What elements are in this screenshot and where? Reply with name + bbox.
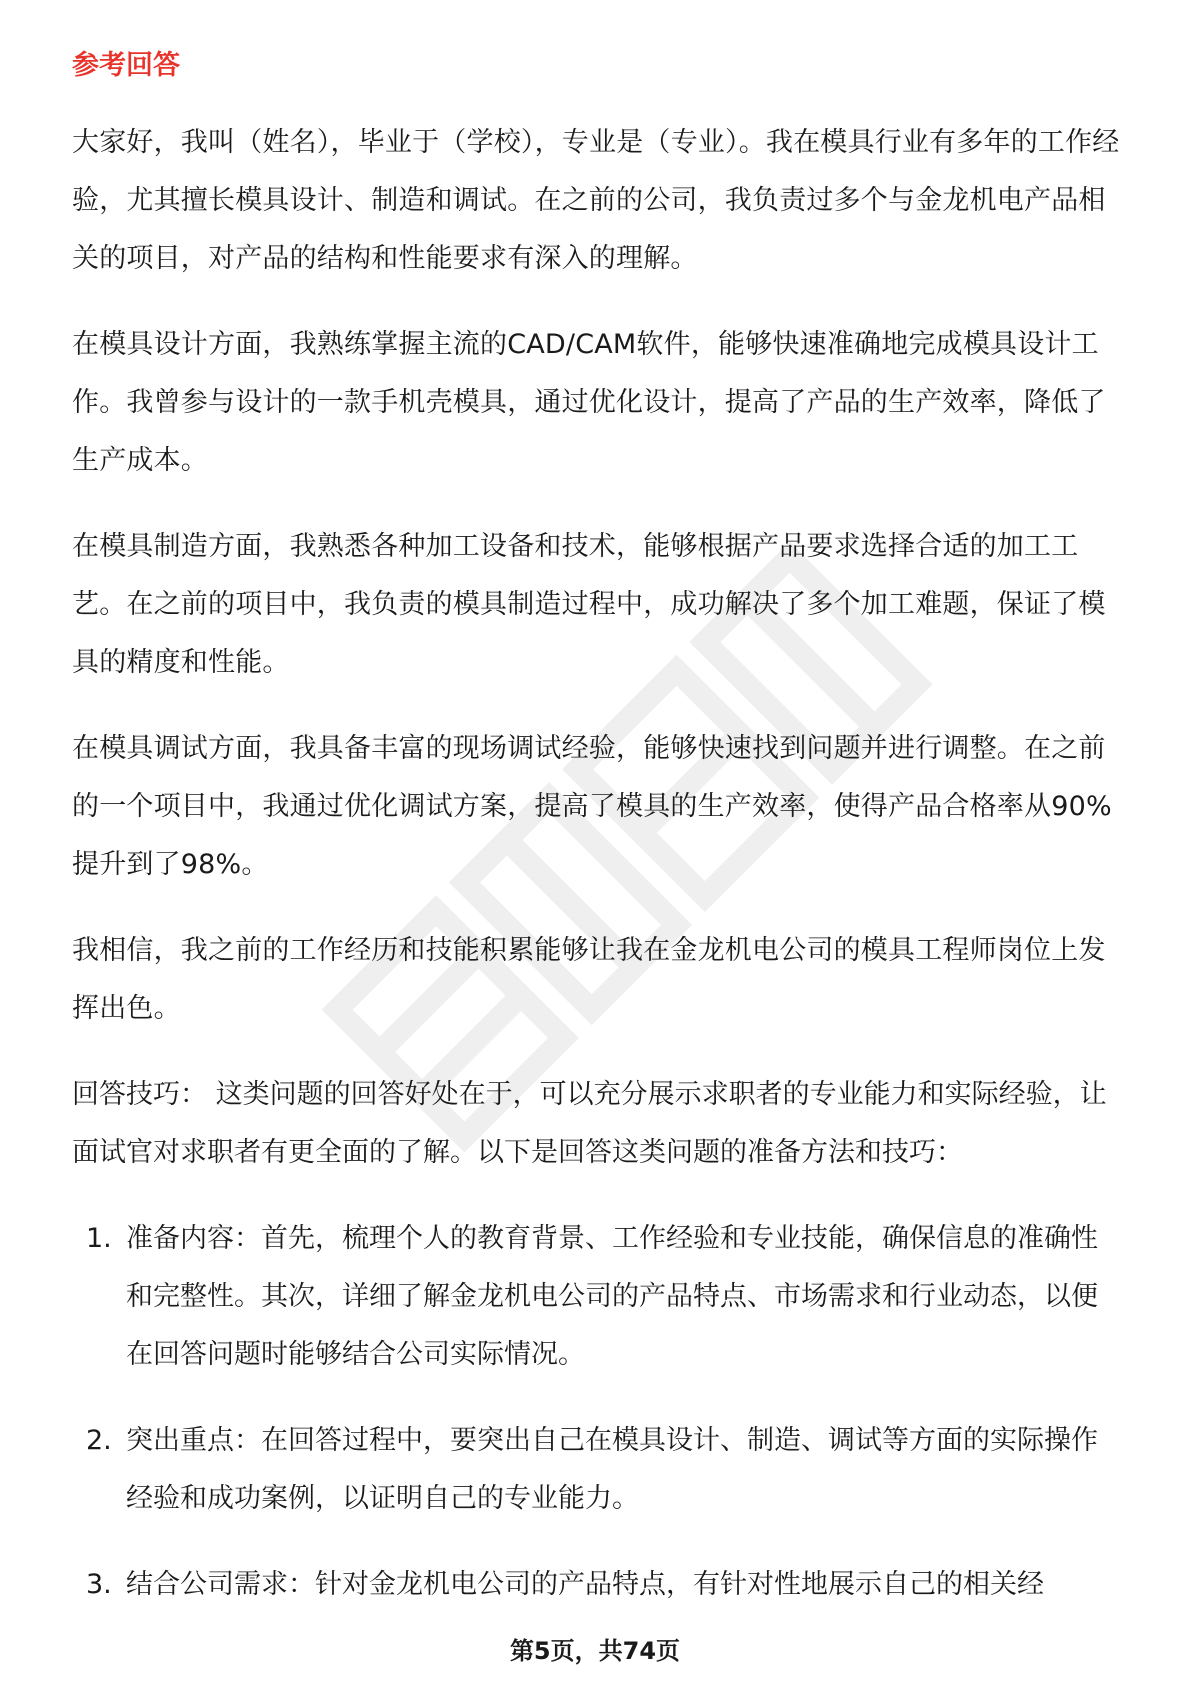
tips-intro: 回答技巧： 这类问题的回答好处在于，可以充分展示求职者的专业能力和实际经验，让面试官对求职者有更全面的了解。以下是回答这类问题的准备方法和技巧： [72,1079,1107,1168]
list-item [72,1556,1122,1614]
list-item-number: 2. [86,1425,112,1456]
list-item [72,1210,1122,1384]
answer-paragraph: 在模具制造方面，我熟悉各种加工设备和技术，能够根据产品要求选择合适的加工工艺。在之前的项目中，我负责的模具制造过程中，成功解决了多个加工难题，保证了模具的精度和性能。 [72,531,1106,678]
answer-paragraph: 在模具设计方面，我熟练掌握主流的CAD/CAM软件，能够快速准确地完成模具设计工作。我曾参与设计的一款手机壳模具，通过优化设计，提高了产品的生产效率，降低了生产成本。 [72,329,1106,476]
section-heading: 参考回答 [72,50,180,81]
list-item-number: 3. [86,1569,112,1600]
list-item-text: 突出重点：在回答过程中，要突出自己在模具设计、制造、调试等方面的实际操作经验和成功案例，以证明自己的专业能力。 [126,1425,1098,1514]
list-item [72,1412,1122,1528]
list-item-text: 结合公司需求：针对金龙机电公司的产品特点，有针对性地展示自己的相关经 [126,1569,1044,1600]
answer-paragraph: 在模具调试方面，我具备丰富的现场调试经验，能够快速找到问题并进行调整。在之前的一个项目中，我通过优化调试方案，提高了模具的生产效率，使得产品合格率从90%提升到了98%。 [72,733,1112,880]
tips-list [72,1210,1122,1614]
document-content [72,46,1122,1642]
answer-paragraph: 大家好，我叫（姓名），毕业于（学校），专业是（专业）。我在模具行业有多年的工作经验，尤其擅长模具设计、制造和调试。在之前的公司，我负责过多个与金龙机电产品相关的项目，对产品的结构和性能要求有深入的理解。 [72,127,1120,274]
answer-paragraph: 我相信，我之前的工作经历和技能积累能够让我在金龙机电公司的模具工程师岗位上发挥出色。 [72,935,1106,1024]
list-item-number: 1. [86,1223,112,1254]
list-item-text: 准备内容：首先，梳理个人的教育背景、工作经验和专业技能，确保信息的准确性和完整性。其次，详细了解金龙机电公司的产品特点、市场需求和行业动态，以便在回答问题时能够结合公司实际情况。 [126,1223,1098,1370]
page-footer: 第5页，共74页 [509,1637,681,1665]
